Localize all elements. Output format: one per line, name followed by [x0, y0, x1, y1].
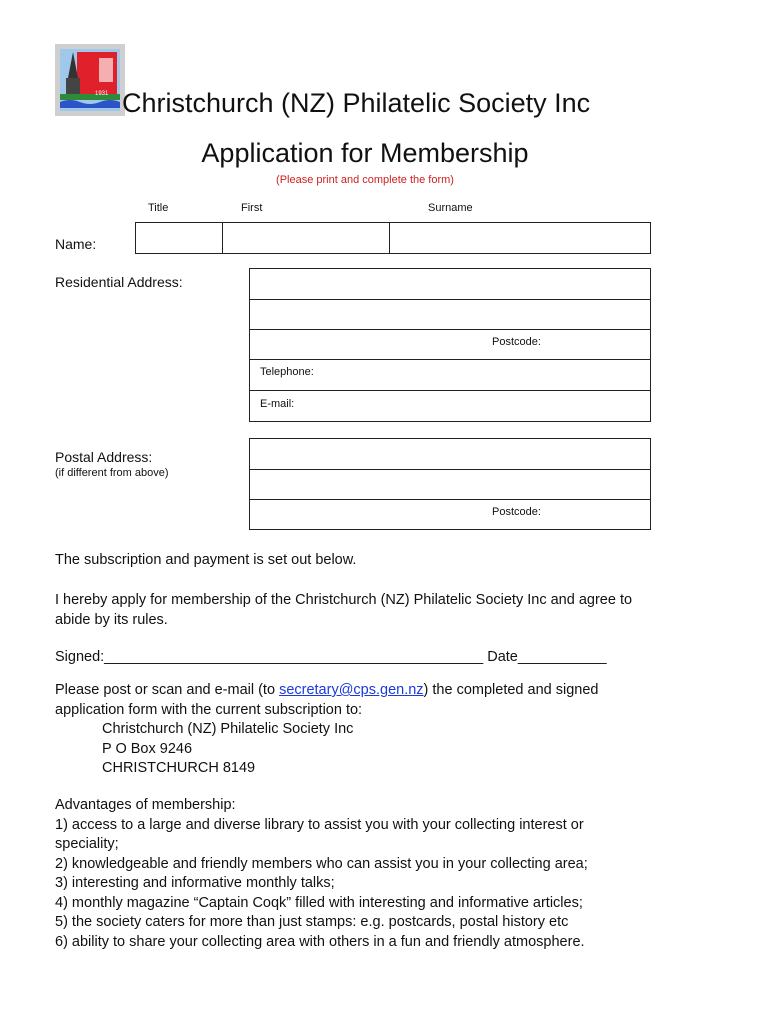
surname-column-label: Surname: [428, 202, 473, 214]
residential-postcode-field[interactable]: [249, 329, 651, 360]
name-label: Name:: [55, 236, 97, 252]
surname-field[interactable]: [389, 222, 651, 254]
advantage-item: 6) ability to share your collecting area with others in a fun and friendly atmosphere.: [55, 933, 585, 950]
declaration-line-1: I hereby apply for membership of the Christchurch (NZ) Philatelic Society Inc and agree to: [55, 592, 633, 608]
postal-postcode-field[interactable]: [249, 499, 651, 530]
advantages-heading: Advantages of membership:: [55, 797, 236, 813]
advantage-item: 2) knowledgeable and friendly members who can assist you in your collecting area;: [55, 855, 588, 872]
residential-address-line-2[interactable]: [249, 299, 651, 330]
advantage-item: speciality;: [55, 836, 119, 852]
residential-postcode-label: Postcode:: [492, 336, 541, 348]
secretary-email-link[interactable]: secretary@cps.gen.nz: [279, 682, 424, 698]
residential-address-line-1[interactable]: [249, 268, 651, 300]
posting-instructions: [55, 681, 598, 779]
first-name-column-label: First: [241, 202, 263, 214]
postal-address-sublabel: (if different from above): [55, 467, 169, 479]
form-instruction: (Please print and complete the form): [276, 174, 454, 186]
mailing-address-line: Christchurch (NZ) Philatelic Society Inc: [102, 721, 354, 737]
mailing-address-line: CHRISTCHURCH 8149: [102, 760, 256, 776]
advantage-item: 4) monthly magazine “Captain Coqk” filled with interesting and informative articles;: [55, 894, 583, 911]
postal-address-label: Postal Address:: [55, 449, 153, 465]
residential-address-label: Residential Address:: [55, 274, 183, 290]
first-name-field[interactable]: [222, 222, 390, 254]
telephone-field[interactable]: [249, 359, 651, 391]
society-logo-stamp-icon: [55, 44, 125, 116]
organisation-name: Christchurch (NZ) Philatelic Society Inc: [122, 88, 591, 118]
advantages-list: [55, 796, 588, 952]
subscription-note: The subscription and payment is set out below.: [55, 552, 357, 568]
postal-address-line-2[interactable]: [249, 469, 651, 500]
title-field[interactable]: [135, 222, 223, 254]
logo-year: 1931: [95, 91, 109, 97]
form-title: Application for Membership: [201, 138, 529, 168]
postal-postcode-label: Postcode:: [492, 506, 541, 518]
posting-line-1: Please post or scan and e-mail (to secretary@cps.gen.nz) the completed and signed: [55, 682, 599, 698]
declaration-line-2: abide by its rules.: [55, 611, 168, 628]
telephone-label: Telephone:: [260, 366, 314, 378]
postal-address-line-1[interactable]: [249, 438, 651, 470]
mailing-address-line: P O Box 9246: [102, 740, 193, 757]
declaration: [55, 591, 632, 630]
title-column-label: Title: [148, 202, 169, 214]
email-label: E-mail:: [260, 398, 295, 410]
signature-date-line[interactable]: Signed:_______________________________________________ Date___________: [55, 649, 607, 665]
advantage-item: 5) the society caters for more than just stamps: e.g. postcards, postal history etc: [55, 914, 569, 930]
advantage-item: 3) interesting and informative monthly talks;: [55, 875, 335, 891]
posting-line-2: application form with the current subscription to:: [55, 701, 363, 718]
email-field[interactable]: [249, 390, 651, 422]
advantage-item: 1) access to a large and diverse library to assist you with your collecting interest or: [55, 816, 584, 833]
